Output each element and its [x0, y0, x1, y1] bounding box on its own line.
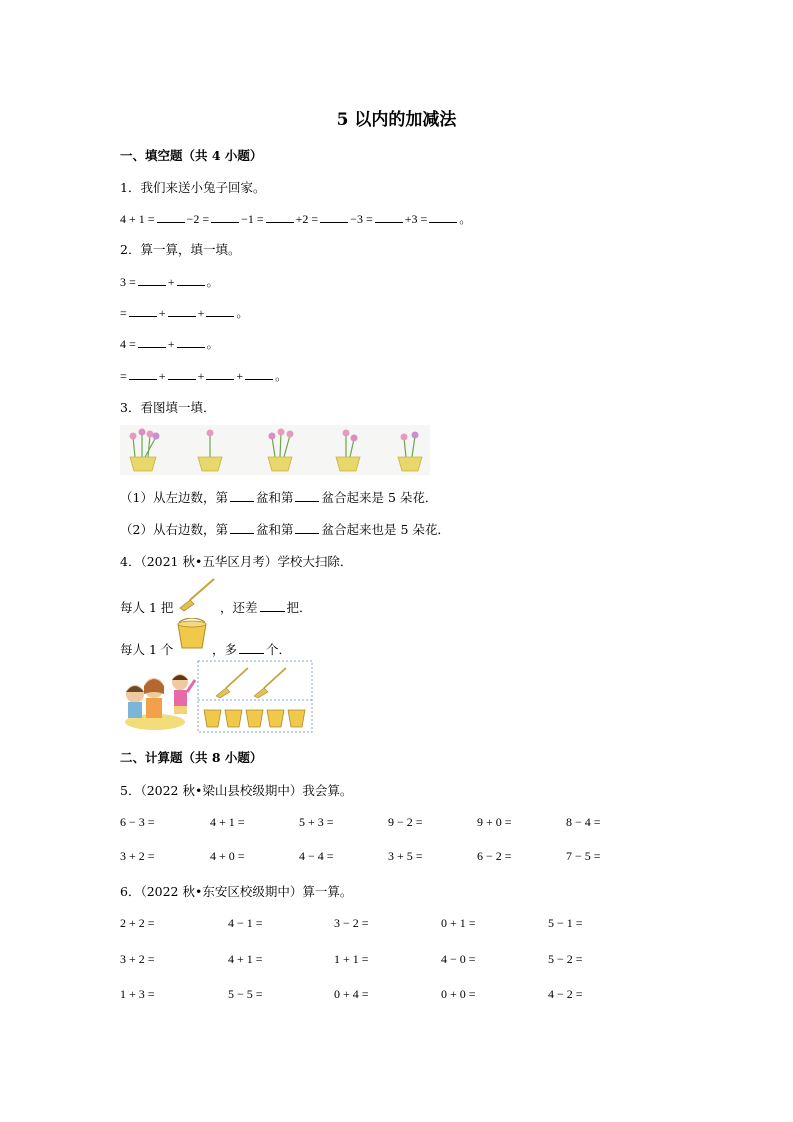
question-4-text: 4．（2021 秋•五华区月考）学校大扫除．: [120, 554, 353, 569]
q4-text: ，还差: [220, 600, 258, 615]
blank[interactable]: [138, 335, 166, 348]
page-title: 5 以内的加减法: [336, 110, 457, 130]
blank[interactable]: [429, 210, 457, 223]
question-2-line-2: [120, 304, 248, 321]
question-5-text: 5．（2022 秋•梁山县校级期中）我会算。: [120, 783, 353, 798]
blank[interactable]: [211, 210, 239, 223]
bucket-icon: [175, 618, 209, 650]
cleaning-picture: [120, 660, 313, 733]
eq-part: 3 =: [120, 275, 136, 289]
eq-part: =: [120, 306, 127, 320]
sub-text: 盆和第: [255, 490, 294, 505]
q5-item: 3 + 2 =: [120, 849, 155, 863]
question-4-line-2-start: 每人 1 个: [120, 642, 174, 657]
eq-part: +: [236, 369, 244, 383]
question-1-chain: [120, 210, 471, 227]
q5-item: 4 + 0 =: [210, 849, 245, 863]
q4-text: ，多: [212, 642, 238, 657]
blank[interactable]: [129, 367, 157, 380]
eq-part: 。: [206, 275, 219, 289]
question-3-sub-2: [120, 520, 450, 538]
q6-item: 0 + 1 =: [441, 916, 476, 930]
question-6-text: 6．（2022 秋•东安区校级期中）算一算。: [120, 884, 353, 899]
chain-step: +2 =: [295, 212, 319, 226]
q5-item: 4 − 4 =: [299, 849, 334, 863]
question-4-line-1-end: [220, 598, 312, 616]
q5-item: 8 − 4 =: [566, 815, 601, 829]
question-2-line-4: [120, 367, 287, 384]
blank[interactable]: [168, 304, 196, 317]
blank[interactable]: [266, 210, 294, 223]
eq-part: 。: [236, 306, 249, 320]
question-3-text: 3．看图填一填．: [120, 400, 216, 415]
q5-item: 6 − 3 =: [120, 815, 155, 829]
q6-item: 3 + 2 =: [120, 952, 155, 966]
chain-step: −2 =: [186, 212, 210, 226]
question-2-line-1: [120, 273, 219, 290]
q6-item: 0 + 0 =: [441, 987, 476, 1001]
eq-part: 。: [275, 369, 288, 383]
q6-item: 5 − 5 =: [228, 987, 263, 1001]
section-1-heading: 一、填空题（共 4 小题）: [120, 148, 263, 163]
blank[interactable]: [260, 599, 285, 612]
q4-text: 把．: [286, 600, 312, 615]
q6-item: 2 + 2 =: [120, 916, 155, 930]
sub-text: 盆和第: [255, 522, 294, 537]
q5-item: 4 + 1 =: [210, 815, 245, 829]
eq-part: +: [158, 306, 166, 320]
q4-text: 个．: [266, 642, 292, 657]
blank[interactable]: [157, 210, 185, 223]
blank[interactable]: [295, 521, 319, 534]
chain-step: −1 =: [241, 212, 264, 226]
q5-item: 9 + 0 =: [477, 815, 512, 829]
blank[interactable]: [245, 367, 273, 380]
question-2-line-3: [120, 335, 219, 352]
blank[interactable]: [206, 367, 234, 380]
q6-item: 3 − 2 =: [334, 916, 369, 930]
q6-item: 4 − 0 =: [441, 952, 476, 966]
sub-text: （1）从左边数，第: [120, 490, 228, 505]
flower-pots-picture: [120, 425, 430, 475]
q6-item: 4 − 2 =: [548, 987, 583, 1001]
q6-item: 0 + 4 =: [334, 987, 369, 1001]
eq-part: +: [158, 369, 166, 383]
q5-item: 3 + 5 =: [388, 849, 423, 863]
question-1-text: 1．我们来送小兔子回家。: [120, 180, 266, 195]
eq-part: +: [197, 369, 205, 383]
q6-item: 1 + 3 =: [120, 987, 155, 1001]
chain-step: +3 =: [404, 212, 428, 226]
chain-start: 4 + 1 =: [120, 212, 155, 226]
q6-item: 4 − 1 =: [228, 916, 263, 930]
q6-item: 5 − 2 =: [548, 952, 583, 966]
chain-step: −3 =: [350, 212, 373, 226]
q6-item: 5 − 1 =: [548, 916, 583, 930]
blank[interactable]: [177, 273, 205, 286]
eq-part: +: [167, 275, 175, 289]
section-2-heading: 二、计算题（共 8 小题）: [120, 750, 263, 765]
eq-part: +: [167, 337, 175, 351]
blank[interactable]: [177, 335, 205, 348]
blank[interactable]: [206, 304, 234, 317]
q5-item: 5 + 3 =: [299, 815, 334, 829]
question-4-line-1-start: 每人 1 把: [120, 600, 174, 615]
blank[interactable]: [230, 521, 254, 534]
eq-part: +: [197, 306, 205, 320]
question-4-line-2-end: [212, 640, 291, 658]
chain-end: 。: [459, 212, 472, 226]
blank[interactable]: [239, 641, 264, 654]
q5-item: 9 − 2 =: [388, 815, 423, 829]
sub-text: 盆合起来是 5 朵花．: [321, 490, 438, 505]
q5-item: 7 − 5 =: [566, 849, 601, 863]
q6-item: 4 + 1 =: [228, 952, 263, 966]
question-3-sub-1: [120, 488, 437, 506]
eq-part: =: [120, 369, 127, 383]
q6-item: 1 + 1 =: [334, 952, 369, 966]
q5-item: 6 − 2 =: [477, 849, 512, 863]
blank[interactable]: [320, 210, 348, 223]
sub-text: （2）从右边数，第: [120, 522, 228, 537]
blank[interactable]: [230, 489, 254, 502]
eq-part: 4 =: [120, 337, 136, 351]
sub-text: 盆合起来也是 5 朵花．: [321, 522, 450, 537]
question-2-text: 2．算一算，填一填。: [120, 242, 241, 257]
blank[interactable]: [295, 489, 319, 502]
eq-part: 。: [206, 337, 219, 351]
broom-icon: [176, 576, 218, 612]
blank[interactable]: [375, 210, 403, 223]
blank[interactable]: [129, 304, 157, 317]
blank[interactable]: [138, 273, 166, 286]
blank[interactable]: [168, 367, 196, 380]
